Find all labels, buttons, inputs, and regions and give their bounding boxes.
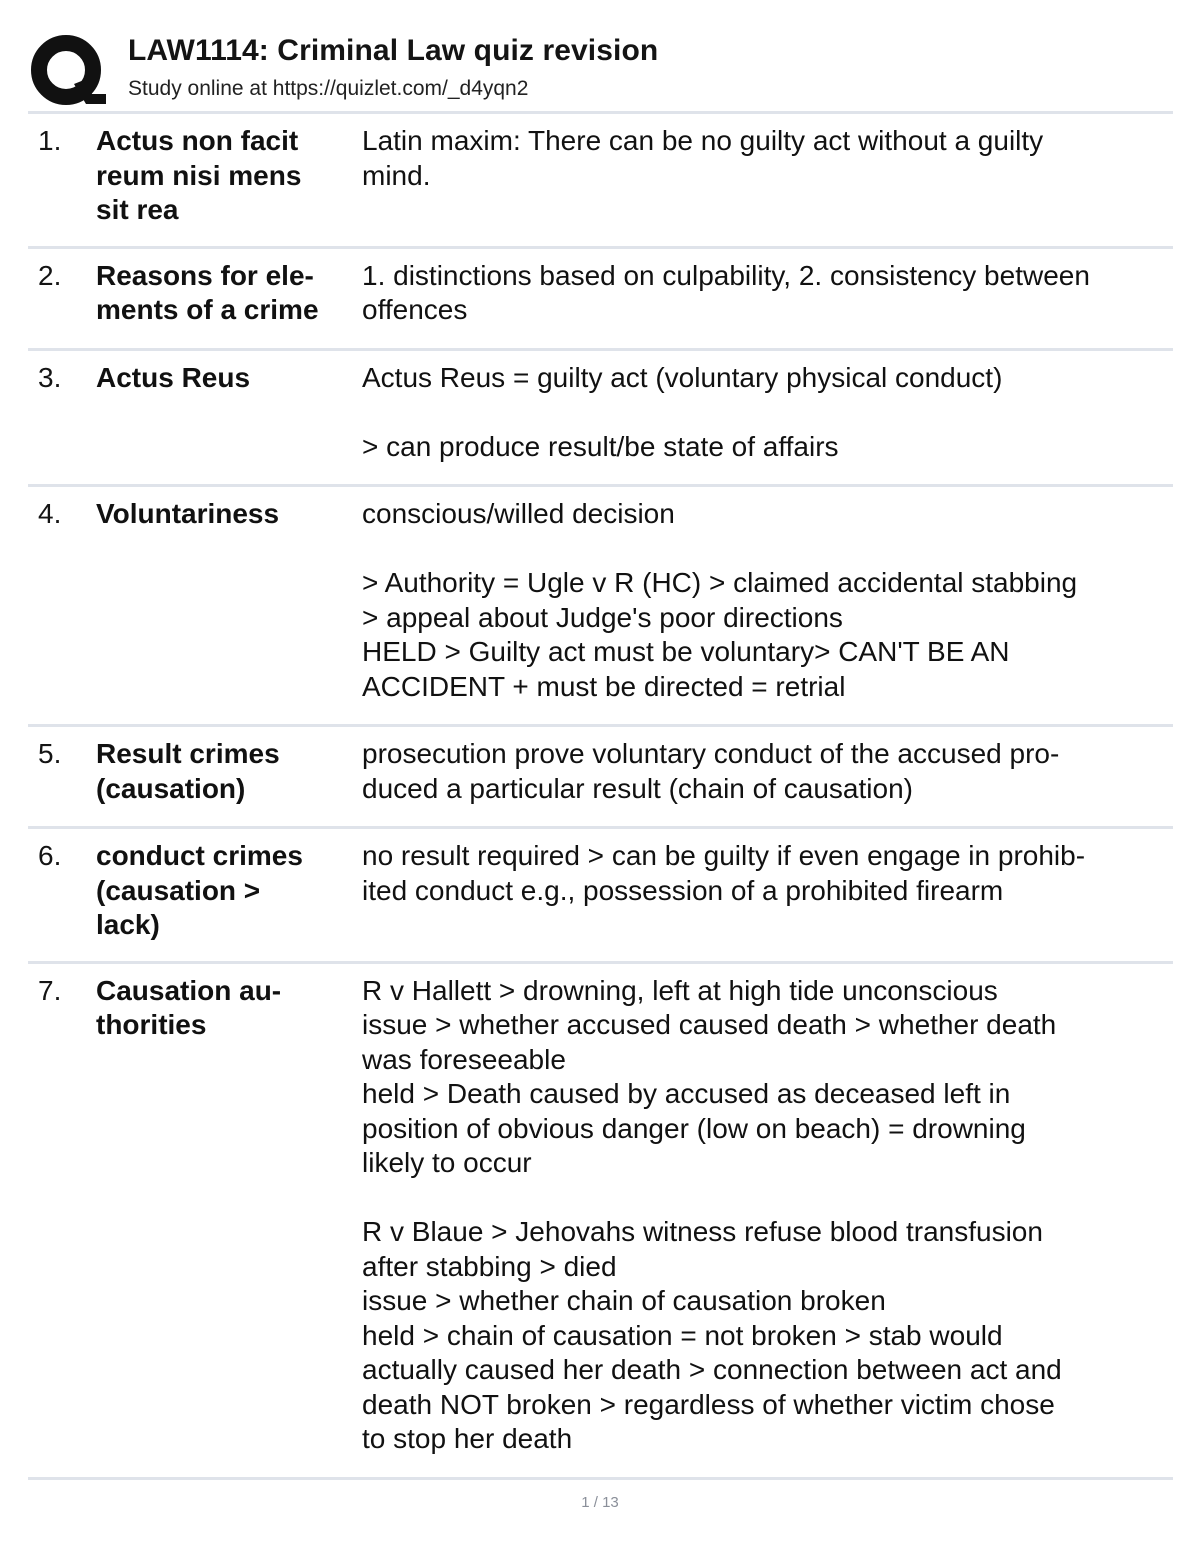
flashcard-row	[28, 249, 1173, 351]
card-term: Voluntariness	[96, 498, 280, 529]
card-definition: no result required > can be guilty if even engage in prohib- ited conduct e.g., possession of a prohibited firearm	[362, 840, 1086, 906]
card-term: Causation au- thorities	[96, 974, 282, 1040]
flashcard-row	[28, 964, 1173, 1480]
card-term: Result crimes (causation)	[96, 738, 280, 804]
card-term: Actus Reus	[96, 361, 251, 393]
card-term: conduct crimes (causation > lack)	[96, 840, 303, 940]
card-definition: prosecution prove voluntary conduct of the accused pro- duced a particular result (chain of causation)	[362, 738, 1060, 804]
quizlet-logo-icon	[30, 32, 106, 108]
card-term: Actus non facit reum nisi mens sit rea	[96, 125, 302, 225]
flashcard-row	[28, 829, 1173, 964]
flashcard-row	[28, 351, 1173, 488]
card-number: 4.	[38, 498, 62, 529]
page-indicator: 1 / 13	[581, 1494, 619, 1511]
card-definition: Latin maxim: There can be no guilty act without a guilty mind.	[362, 125, 1044, 191]
card-number: 1.	[38, 125, 62, 156]
flashcard-list	[28, 114, 1173, 1480]
card-number: 7.	[38, 974, 62, 1006]
card-term: Reasons for ele- ments of a crime	[96, 259, 319, 325]
card-number: 3.	[38, 361, 62, 393]
page-title: LAW1114: Criminal Law quiz revision	[128, 34, 659, 67]
card-definition: R v Hallett > drowning, left at high tide unconscious issue > whether accused caused death > whether death was foreseeable held > Death caused by accused as deceased left in position of obvious danger (low on beach) = drowning likely to occur R v Blaue > Jehovahs witness refuse blood transfusion after stabbing > died issue > whether chain of causation broken held > chain of causation = not broken > stab would actually caused her death > connection between act and death NOT broken > regardless of whether victim chose to stop her death	[362, 974, 1062, 1454]
card-number: 2.	[38, 259, 62, 291]
document-header	[28, 30, 1178, 112]
card-number: 5.	[38, 738, 62, 769]
study-online-link[interactable]: Study online at https://quizlet.com/_d4yqn2	[128, 77, 529, 100]
card-definition: Actus Reus = guilty act (voluntary physical conduct) > can produce result/be state of affairs	[362, 361, 1003, 462]
card-definition: conscious/willed decision > Authority = Ugle v R (HC) > claimed accidental stabbing > appeal about Judge's poor directions HELD > Guilty act must be voluntary> CAN'T BE AN ACCIDENT + must be directed = retrial	[362, 498, 1078, 702]
card-definition: 1. distinctions based on culpability, 2. consistency between offences	[362, 259, 1090, 325]
card-number: 6.	[38, 840, 62, 871]
flashcard-row	[28, 487, 1173, 727]
flashcard-row	[28, 727, 1173, 829]
flashcard-row	[28, 114, 1173, 249]
